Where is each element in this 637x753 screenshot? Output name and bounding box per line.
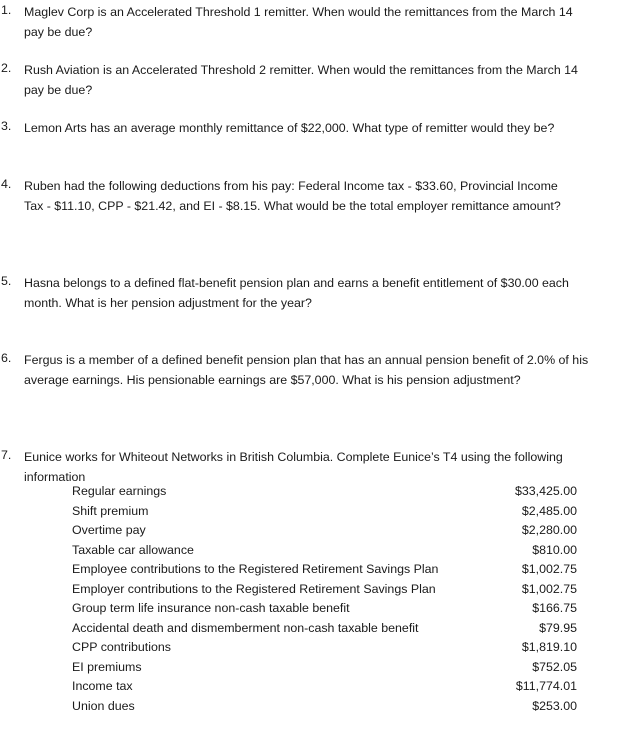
item-label: Income tax xyxy=(72,679,133,693)
item-label: Employee contributions to the Registered Retirement Savings Plan xyxy=(72,562,439,576)
item-label: Accidental death and dismemberment non-cash taxable benefit xyxy=(72,620,419,635)
list-item xyxy=(0,679,637,699)
item-label: Overtime pay xyxy=(72,523,146,537)
list-item xyxy=(0,601,637,621)
item-amount: $2,485.00 xyxy=(521,503,577,518)
question-text: Lemon Arts has an average monthly remittance of $22,000. What type of remitter would they be? xyxy=(24,121,555,135)
item-amount: $253.00 xyxy=(532,698,577,713)
list-item xyxy=(0,640,637,660)
item-label: Regular earnings xyxy=(72,484,167,498)
question-text: Hasna belongs to a defined flat-benefit pension plan and earns a benefit entitlement of $30.00 each month. What is her pension adjustment for the year? xyxy=(24,276,569,310)
list-item xyxy=(0,484,637,504)
item-amount: $33,425.00 xyxy=(514,484,577,498)
item-amount: $752.05 xyxy=(532,659,577,674)
question-text: Fergus is a member of a defined benefit pension plan that has an annual pension benefit of 2.0% of his average earnings. His pensionable earnings are $57,000. What is his pension adjustment? xyxy=(24,353,589,387)
question-text: Ruben had the following deductions from his pay: Federal Income tax - $33.60, Provincial Income Tax - $11.10, CPP - $21.42, and EI - $8.15. What would be the total employer remittance amount? xyxy=(24,179,561,213)
item-label: Shift premium xyxy=(72,503,149,518)
list-item xyxy=(0,621,637,641)
item-label: Taxable car allowance xyxy=(72,542,194,557)
list-item xyxy=(0,699,637,719)
list-item xyxy=(0,660,637,680)
list-item xyxy=(0,562,637,582)
item-amount: $11,774.01 xyxy=(515,679,577,693)
question-number: 4. xyxy=(1,177,12,191)
list-item xyxy=(0,523,637,543)
question-number: 7. xyxy=(1,448,12,462)
question-number: 1. xyxy=(1,3,12,17)
list-item xyxy=(0,582,637,602)
question-number: 2. xyxy=(1,61,12,75)
question-text: Maglev Corp is an Accelerated Threshold 1 remitter. When would the remittances from the March 14 pay be due? xyxy=(24,5,573,39)
item-amount: $1,002.75 xyxy=(521,581,577,596)
item-label: Group term life insurance non-cash taxable benefit xyxy=(72,601,350,615)
question-text: Rush Aviation is an Accelerated Threshold 2 remitter. When would the remittances from the March 14 pay be due? xyxy=(24,63,578,97)
item-amount: $79.95 xyxy=(539,620,577,635)
item-amount: $2,280.00 xyxy=(521,523,577,537)
item-amount: $1,002.75 xyxy=(521,562,577,576)
item-amount: $810.00 xyxy=(532,542,577,557)
question-number: 5. xyxy=(1,274,12,288)
item-amount: $166.75 xyxy=(532,601,577,615)
question-text: Eunice works for Whiteout Networks in British Columbia. Complete Eunice’s T4 using the following information xyxy=(24,450,563,484)
item-label: EI premiums xyxy=(72,659,142,674)
item-label: Union dues xyxy=(72,698,135,713)
item-label: Employer contributions to the Registered Retirement Savings Plan xyxy=(72,581,436,596)
question-number: 3. xyxy=(1,119,12,133)
item-label: CPP contributions xyxy=(72,640,171,654)
list-item xyxy=(0,504,637,524)
list-item xyxy=(0,543,637,563)
item-amount: $1,819.10 xyxy=(521,640,577,654)
question-number: 6. xyxy=(1,351,12,365)
